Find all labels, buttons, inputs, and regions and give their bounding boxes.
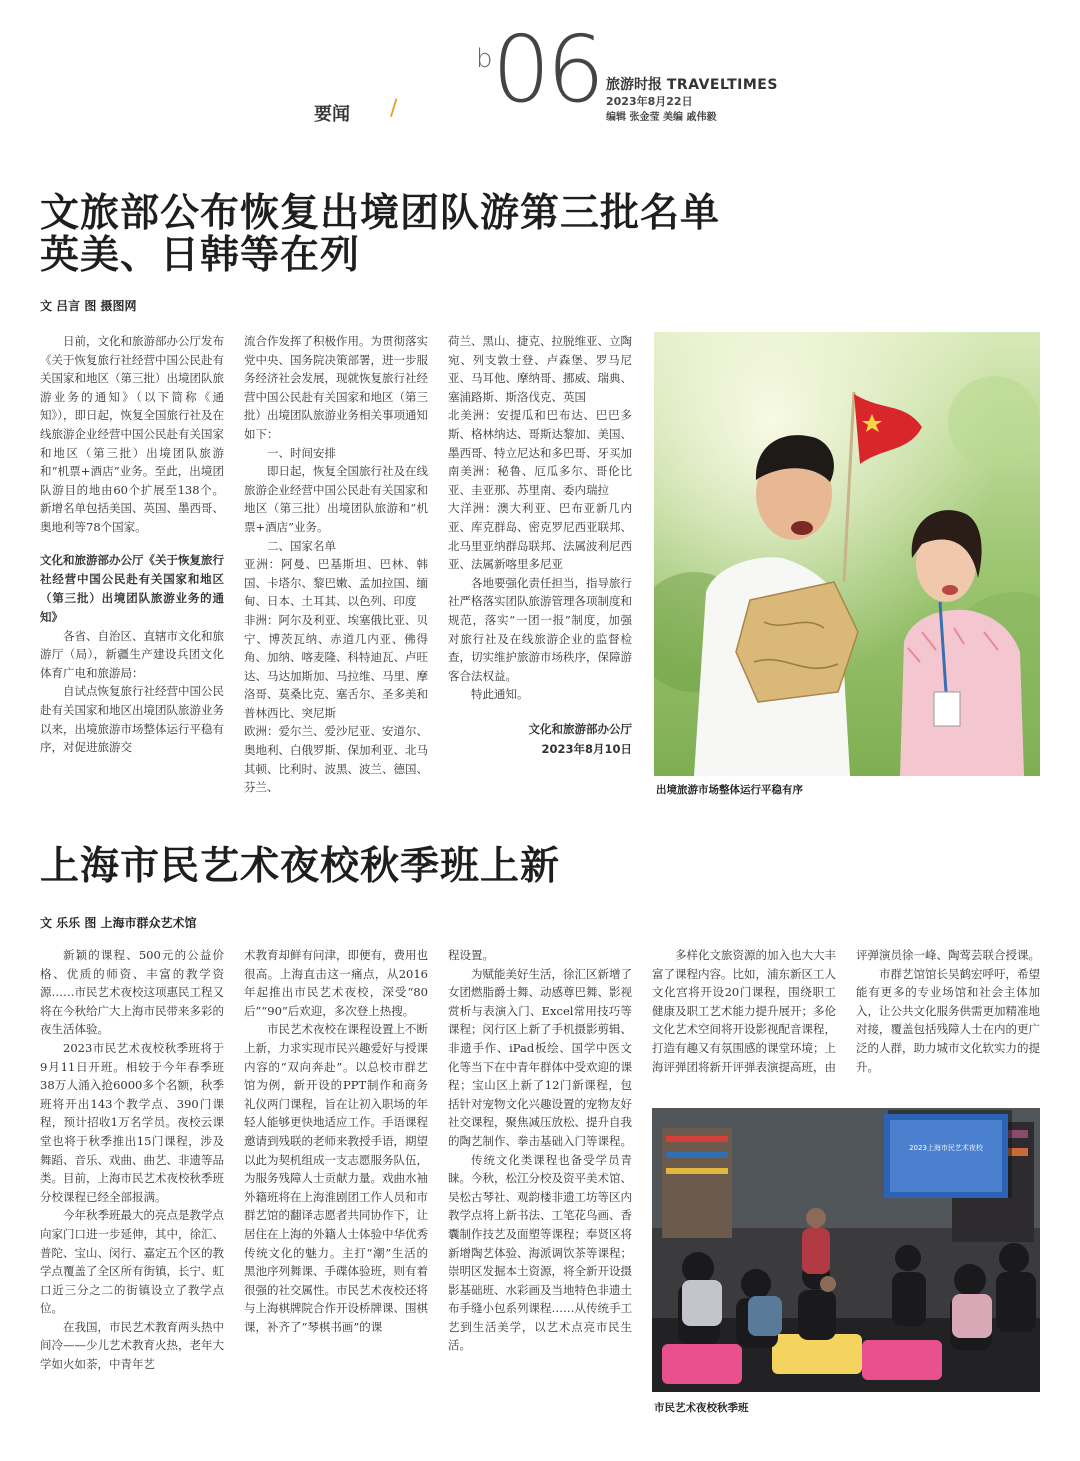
paragraph: 自试点恢复旅行社经营中国公民赴有关国家和地区出境团队旅游业务以来，出境旅游市场整体运行平稳有序，对促进旅游交	[40, 684, 224, 755]
article1-photo-caption: 出境旅游市场整体运行平稳有序	[656, 784, 803, 796]
article2-column-1	[40, 946, 224, 1374]
article2-column-4	[652, 946, 836, 1076]
paragraph: 术教育却鲜有问津，即便有，费用也很高。上海直击这一痛点，从2016年起推出市民艺术夜校，深受“80后”“90”后欢迎，多次登上热搜。	[244, 948, 428, 1018]
paragraph: 各省、自治区、直辖市文化和旅游厅（局），新疆生产建设兵团文化体育广电和旅游局：	[40, 628, 224, 680]
article1-column-2	[244, 332, 428, 797]
paragraph: 非洲：阿尔及利亚、埃塞俄比亚、贝宁、博茨瓦纳、赤道几内亚、佛得角、加纳、喀麦隆、科特迪瓦、卢旺达、马达加斯加、马拉维、马里、摩洛哥、莫桑比克、塞舌尔、圣多美和普林西比、突尼斯	[244, 612, 428, 720]
article1-column-1	[40, 332, 224, 757]
screen-title: 2023上海市民艺术夜校	[909, 1144, 983, 1152]
paragraph: 传统文化类课程也备受学员青睐。今秋，松江分校及资平美术馆、吴松古琴社、观韵楼非遗工坊等区内教学点将上新书法、工笔花鸟画、香囊制作技艺及面塑等课程；奉贤区将新增陶艺体验、海派调饮茶等课程；崇明区发掘本土资源，将全新开设摄影基础班、水彩画及当地特色非遗土布手缝小包系列课程……从传统手工艺到生活美学，以艺术点亮市民生活。	[448, 1152, 632, 1353]
paragraph: 亚洲：阿曼、巴基斯坦、巴林、韩国、卡塔尔、黎巴嫩、孟加拉国、缅甸、日本、土耳其、以色列、印度	[244, 557, 428, 609]
section-slash: /	[390, 96, 398, 121]
editors-line: 编辑 张金莹 美编 戚伟毅	[606, 112, 717, 123]
article1-byline: 文 吕言 图 摄图网	[40, 299, 137, 313]
paragraph: 多样化文旅资源的加入也大大丰富了课程内容。比如，浦东新区工人文化宫将开设20门课程，围绕职工健康及职工艺术能力提升展开；多伦文化艺术空间将开设影视配音课程，打造有趣又有氛围感的课堂环境；上海评弹团将新开评弹表演提高班，由	[652, 948, 836, 1074]
paragraph: 欧洲：爱尔兰、爱沙尼亚、安道尔、奥地利、白俄罗斯、保加利亚、北马其顿、比利时、波黑、波兰、德国、芬兰、	[244, 724, 428, 795]
article2-column-2	[244, 946, 428, 1336]
paragraph: 荷兰、黑山、捷克、拉脱维亚、立陶宛、列支敦士登、卢森堡、罗马尼亚、马耳他、摩纳哥、挪威、瑞典、塞浦路斯、斯洛伐克、英国	[448, 334, 632, 404]
travel-couple-illustration	[654, 332, 1040, 776]
paper-name-cn: 旅游时报	[606, 77, 662, 93]
paper-name-en: TRAVELTIMES	[666, 77, 778, 93]
article1-title-line1: 文旅部公布恢复出境团队游第三批名单	[40, 190, 721, 236]
paragraph: 今年秋季班最大的亮点是教学点向家门口进一步延伸，其中，徐汇、普陀、宝山、闵行、嘉定五个区的教学点覆盖了全区所有街镇，长宁、虹口近三分之二的街镇设立了教学点位。	[40, 1208, 224, 1316]
travel-couple-photo	[654, 332, 1040, 776]
paragraph: 评弹演员徐一峰、陶莺芸联合授课。	[856, 948, 1040, 962]
signature-date: 2023年8月10日	[541, 742, 632, 757]
article1-title-line2: 英美、日韩等在列	[40, 232, 361, 278]
notice-subhead: 文化和旅游部办公厅《关于恢复旅行社经营中国公民赴有关国家和地区（第三批）出境团队旅游业务的通知》	[40, 552, 224, 624]
paragraph: 在我国，市民艺术教育两头热中间冷——少儿艺术教育火热，老年大学如火如荼，中青年艺	[40, 1319, 224, 1372]
section-label: 要闻	[314, 104, 350, 125]
paragraph: 北美洲：安提瓜和巴布达、巴巴多斯、格林纳达、哥斯达黎加、美国、墨西哥、特立尼达和多巴哥、牙买加	[448, 408, 632, 460]
paragraph: 即日起，恢复全国旅行社及在线旅游企业经营中国公民赴有关国家和地区（第三批）出境团队旅游和“机票+酒店”业务。	[244, 464, 428, 534]
paragraph: 新颖的课程、500元的公益价格、优质的师资、丰富的教学资源……市民艺术夜校这项惠民工程又将在今秋给广大上海市民带来多彩的夜生活体验。	[40, 948, 224, 1037]
paragraph: 市民艺术夜校在课程设置上不断上新，力求实现市民兴趣爱好与授课内容的“双向奔赴”。以总校市群艺馆为例，新开设的PPT制作和商务礼仪两门课程，旨在让初入职场的年轻人能够更快地适应工作。手语课程邀请到残联的老师来教授手语，期望以此为契机组成一支志愿服务队伍，为服务残障人士贡献力量。戏曲水袖外籍班将在上海淮剧团工作人员和市群艺馆的翻译志愿者共同协作下，让居住在上海的外籍人士体验中华优秀传统文化的魅力。主打“潮”生活的黑池序列舞课、手碟体验班，则有着很强的社交属性。市民艺术夜校还将与上海棋牌院合作开设桥牌课、围棋课，补齐了“琴棋书画”的课	[244, 1022, 428, 1334]
paragraph: 日前，文化和旅游部办公厅发布《关于恢复旅行社经营中国公民赴有关国家和地区（第三批）出境团队旅游业务的通知》（以下简称《通知》），即日起，恢复全国旅行社及在线旅游企业经营中国公民赴有关国家和地区（第三批）出境团队旅游和“机票+酒店”业务。至此，出境团队游目的地由60个扩展至138个。新增名单包括美国、英国、墨西哥、奥地利等78个国家。	[40, 334, 224, 534]
paragraph: 二、国家名单	[267, 538, 336, 553]
publish-date: 2023年8月22日	[606, 95, 693, 108]
paper-name	[606, 74, 778, 94]
paragraph: 程设置。	[448, 948, 494, 962]
classroom-illustration	[652, 1108, 1040, 1392]
night-school-photo	[652, 1108, 1040, 1392]
signature-org: 文化和旅游部办公厅	[528, 721, 632, 736]
page-prefix: b	[476, 44, 493, 74]
article2-column-5	[856, 946, 1040, 1076]
article1-column-3	[448, 332, 632, 759]
article2-byline: 文 乐乐 图 上海市群众艺术馆	[40, 916, 197, 930]
paragraph: 一、时间安排	[267, 445, 336, 460]
paragraph: 特此通知。	[471, 687, 529, 702]
paragraph: 各地要强化责任担当，指导旅行社严格落实团队旅游管理各项制度和规范，落实“一团一报”制度，加强对旅行社及在线旅游企业的监督检查，切实维护旅游市场秩序，保障游客合法权益。	[448, 575, 632, 683]
article2-column-3	[448, 946, 632, 1355]
article2-title: 上海市民艺术夜校秋季班上新	[40, 843, 561, 889]
paragraph: 市群艺馆馆长吴鹤宏呼吁，希望能有更多的专业场馆和社会主体加入，让公共文化服务供需更加精准地对接，覆盖包括残障人士在内的更广泛的人群，助力城市文化软实力的提升。	[856, 966, 1040, 1074]
paragraph: 流合作发挥了积极作用。为贯彻落实党中央、国务院决策部署，进一步服务经济社会发展，现就恢复旅行社经营中国公民赴有关国家和地区（第三批）出境团队旅游业务相关事项通知如下：	[244, 334, 428, 441]
paragraph: 南美洲：秘鲁、厄瓜多尔、哥伦比亚、圭亚那、苏里南、委内瑞拉	[448, 464, 632, 497]
paragraph: 大洋洲：澳大利亚、巴布亚新几内亚、库克群岛、密克罗尼西亚联邦、北马里亚纳群岛联邦、法属波利尼西亚、法属新喀里多尼亚	[448, 501, 632, 572]
paragraph: 为赋能美好生活，徐汇区新增了女团燃脂爵士舞、动感尊巴舞、影视赏析与表演入门、Excel常用技巧等课程；闵行区上新了手机摄影剪辑、非遗手作、iPad板绘、国学中医文化等当下在中青年群体中受欢迎的课程；宝山区上新了12门新课程，包括针对宠物文化兴趣设置的宠物友好社交课程，聚焦减压放松、提升自我的陶艺制作、拳击基础入门等课程。	[448, 966, 632, 1148]
page-number: 06	[492, 16, 602, 123]
article2-photo-caption: 市民艺术夜校秋季班	[654, 1402, 749, 1414]
paragraph: 2023市民艺术夜校秋季班将于9月11日开班。相较于今年春季班38万人涌入抢6000多个名额，秋季班将开出143个教学点、390门课程，预计招收1万名学员。夜校云课堂也将于秋季推出15门课程，涉及舞蹈、音乐、戏曲、曲艺、非遗等品类。目前，上海市民艺术夜校秋季班分校课程已经全部报满。	[40, 1040, 224, 1204]
